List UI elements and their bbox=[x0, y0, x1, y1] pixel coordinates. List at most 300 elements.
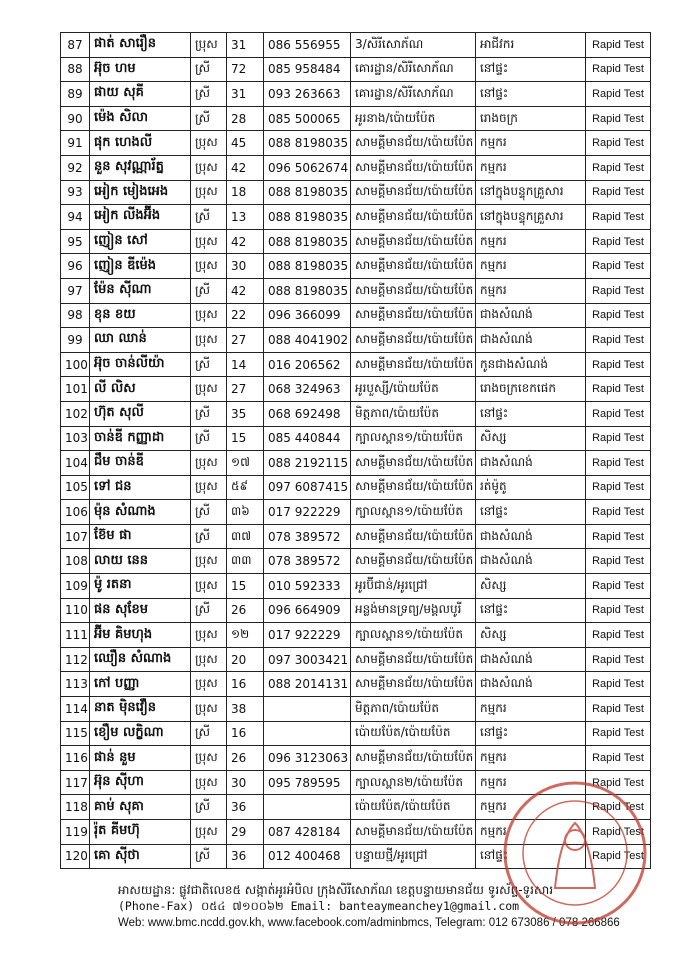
location-cell: សាមគ្គីមានជ័យ/ប៉ោយប៉ែត bbox=[351, 254, 476, 279]
location-cell: អូរបួស្សី/ប៉ោយប៉ែត bbox=[351, 377, 476, 402]
test-cell: Rapid Test bbox=[586, 574, 651, 599]
name-cell: អ៊ីម គិមហុង bbox=[90, 623, 191, 648]
job-cell: កម្មករ bbox=[476, 795, 586, 820]
sex-cell: ប្រុស bbox=[191, 475, 227, 500]
location-cell: សាមគ្គីមានជ័យ/ប៉ោយប៉ែត bbox=[351, 746, 476, 771]
location-cell: សាមគ្គីមានជ័យ/ប៉ោយប៉ែត bbox=[351, 524, 476, 549]
test-cell: Rapid Test bbox=[586, 82, 651, 107]
test-cell: Rapid Test bbox=[586, 328, 651, 353]
age-cell: 15 bbox=[227, 426, 264, 451]
table-row bbox=[61, 303, 651, 328]
test-cell: Rapid Test bbox=[586, 820, 651, 845]
no-cell: 98 bbox=[61, 303, 90, 328]
location-cell: សាមគ្គីមានជ័យ/ប៉ោយប៉ែត bbox=[351, 328, 476, 353]
location-cell: គោរដ្ឋាន/សិរីសោភ័ណ bbox=[351, 57, 476, 82]
location-cell: អន្លង់មានទ្រព្យ/មង្គលបូរី bbox=[351, 598, 476, 623]
sex-cell: ប្រុស bbox=[191, 328, 227, 353]
job-cell: ជាងសំណង់ bbox=[476, 328, 586, 353]
name-cell: ផាយ សុគី bbox=[90, 82, 191, 107]
phone-cell: 095 789595 bbox=[264, 770, 351, 795]
job-cell: នៅផ្ទះ bbox=[476, 844, 586, 869]
location-cell: សាមគ្គីមានជ័យ/ប៉ោយប៉ែត bbox=[351, 278, 476, 303]
location-cell: អូរនាង/ប៉ោយប៉ែត bbox=[351, 106, 476, 131]
location-cell: សាមគ្គីមានជ័យ/ប៉ោយប៉ែត bbox=[351, 451, 476, 476]
job-cell: សិស្ស bbox=[476, 574, 586, 599]
name-cell: ញៀន សៅ bbox=[90, 229, 191, 254]
job-cell: រោងចក្រខេកផេក bbox=[476, 377, 586, 402]
sex-cell: ប្រុស bbox=[191, 180, 227, 205]
phone-cell: 086 556955 bbox=[264, 33, 351, 58]
no-cell: 95 bbox=[61, 229, 90, 254]
no-cell: 92 bbox=[61, 155, 90, 180]
name-cell: ចាន់ឌី កញ្ញាដា bbox=[90, 426, 191, 451]
name-cell: ឈឿន សំណាង bbox=[90, 647, 191, 672]
age-cell: 22 bbox=[227, 303, 264, 328]
sex-cell: ប្រុស bbox=[191, 697, 227, 722]
location-cell: ប៉ោយប៉ែត/ប៉ោយប៉ែត bbox=[351, 721, 476, 746]
table-row bbox=[61, 598, 651, 623]
age-cell: 15 bbox=[227, 574, 264, 599]
age-cell: 16 bbox=[227, 721, 264, 746]
sex-cell: ប្រុស bbox=[191, 820, 227, 845]
sex-cell: ស្រី bbox=[191, 57, 227, 82]
location-cell: សាមគ្គីមានជ័យ/ប៉ោយប៉ែត bbox=[351, 155, 476, 180]
age-cell: 31 bbox=[227, 33, 264, 58]
age-cell: 16 bbox=[227, 672, 264, 697]
name-cell: អៀក លីងអ៊ីង bbox=[90, 205, 191, 230]
test-cell: Rapid Test bbox=[586, 746, 651, 771]
age-cell: 26 bbox=[227, 598, 264, 623]
test-cell: Rapid Test bbox=[586, 647, 651, 672]
location-cell: សាមគ្គីមានជ័យ/ប៉ោយប៉ែត bbox=[351, 647, 476, 672]
phone-cell: 096 3123063 bbox=[264, 746, 351, 771]
age-cell: 42 bbox=[227, 155, 264, 180]
location-cell: ក្បាលស្ពាន១/ប៉ោយប៉ែត bbox=[351, 623, 476, 648]
job-cell: ជាងសំណង់ bbox=[476, 647, 586, 672]
sex-cell: ប្រុស bbox=[191, 770, 227, 795]
sex-cell: ប្រុស bbox=[191, 131, 227, 156]
phone-cell: 088 4041902 bbox=[264, 328, 351, 353]
job-cell: សិស្ស bbox=[476, 623, 586, 648]
job-cell: នៅក្នុងបន្ទុកគ្រួសារ bbox=[476, 180, 586, 205]
test-cell: Rapid Test bbox=[586, 672, 651, 697]
test-cell: Rapid Test bbox=[586, 352, 651, 377]
age-cell: 35 bbox=[227, 401, 264, 426]
sex-cell: ស្រី bbox=[191, 598, 227, 623]
table-row bbox=[61, 697, 651, 722]
test-cell: Rapid Test bbox=[586, 623, 651, 648]
name-cell: ខឿម លក្ខិណា bbox=[90, 721, 191, 746]
job-cell: កម្មករ bbox=[476, 697, 586, 722]
job-cell: ជាងសំណង់ bbox=[476, 672, 586, 697]
age-cell: ៣៦ bbox=[227, 500, 264, 525]
job-cell: ជាងសំណង់ bbox=[476, 524, 586, 549]
location-cell: 3/សិរីសោភ័ណ bbox=[351, 33, 476, 58]
phone-cell: 078 389572 bbox=[264, 549, 351, 574]
job-cell: កូនជាងសំណង់ bbox=[476, 352, 586, 377]
name-cell: អៀក មៀងអេង bbox=[90, 180, 191, 205]
test-cell: Rapid Test bbox=[586, 278, 651, 303]
location-cell: សាមគ្គីមានជ័យ/ប៉ោយប៉ែត bbox=[351, 303, 476, 328]
phone-cell: 085 500065 bbox=[264, 106, 351, 131]
phone-cell: 096 366099 bbox=[264, 303, 351, 328]
test-cell: Rapid Test bbox=[586, 57, 651, 82]
test-cell: Rapid Test bbox=[586, 155, 651, 180]
phone-cell: 093 263663 bbox=[264, 82, 351, 107]
table-row bbox=[61, 57, 651, 82]
no-cell: 90 bbox=[61, 106, 90, 131]
phone-cell: 085 958484 bbox=[264, 57, 351, 82]
job-cell: រោងចក្រ bbox=[476, 106, 586, 131]
job-cell: នៅក្នុងបន្ទុកគ្រួសារ bbox=[476, 205, 586, 230]
no-cell: 108 bbox=[61, 549, 90, 574]
name-cell: កៅ បញ្ញា bbox=[90, 672, 191, 697]
phone-cell: 068 692498 bbox=[264, 401, 351, 426]
no-cell: 120 bbox=[61, 844, 90, 869]
no-cell: 89 bbox=[61, 82, 90, 107]
job-cell: នៅផ្ទះ bbox=[476, 500, 586, 525]
job-cell: កម្មករ bbox=[476, 820, 586, 845]
no-cell: 118 bbox=[61, 795, 90, 820]
job-cell: នៅផ្ទះ bbox=[476, 82, 586, 107]
test-cell: Rapid Test bbox=[586, 844, 651, 869]
table-row bbox=[61, 254, 651, 279]
phone-cell bbox=[264, 721, 351, 746]
table-row bbox=[61, 352, 651, 377]
telegram-text: , Telegram: 012 673086 / 078 266866 bbox=[428, 917, 620, 929]
no-cell: 97 bbox=[61, 278, 90, 303]
phone-cell: 012 400468 bbox=[264, 844, 351, 869]
age-cell: ៥៩ bbox=[227, 475, 264, 500]
no-cell: 106 bbox=[61, 500, 90, 525]
test-cell: Rapid Test bbox=[586, 426, 651, 451]
facebook-text: , www.facebook.com/adminbmcs bbox=[261, 917, 429, 929]
name-cell: លី លិស bbox=[90, 377, 191, 402]
age-cell: 26 bbox=[227, 746, 264, 771]
name-cell: ឈា ឈាន់ bbox=[90, 328, 191, 353]
website-link[interactable]: www.bmc.ncdd.gov.kh bbox=[147, 917, 262, 929]
test-cell: Rapid Test bbox=[586, 377, 651, 402]
table-row bbox=[61, 647, 651, 672]
phone-cell: 087 428184 bbox=[264, 820, 351, 845]
test-cell: Rapid Test bbox=[586, 549, 651, 574]
location-cell: បន្ទាយថ្មី/អូរជ្រៅ bbox=[351, 844, 476, 869]
sex-cell: ស្រី bbox=[191, 106, 227, 131]
test-cell: Rapid Test bbox=[586, 795, 651, 820]
sex-cell: ស្រី bbox=[191, 352, 227, 377]
test-cell: Rapid Test bbox=[586, 770, 651, 795]
sex-cell: ប្រុស bbox=[191, 303, 227, 328]
web-label: Web: bbox=[118, 917, 148, 929]
test-cell: Rapid Test bbox=[586, 303, 651, 328]
location-cell: សាមគ្គីមានជ័យ/ប៉ោយប៉ែត bbox=[351, 352, 476, 377]
job-cell: កម្មករ bbox=[476, 278, 586, 303]
phone-cell: 096 664909 bbox=[264, 598, 351, 623]
age-cell: 28 bbox=[227, 106, 264, 131]
job-cell: កម្មករ bbox=[476, 770, 586, 795]
sex-cell: ប្រុស bbox=[191, 647, 227, 672]
name-cell: ទៅ ជន bbox=[90, 475, 191, 500]
table-row bbox=[61, 155, 651, 180]
name-cell: រ៉ុត គីមហ៊ុ bbox=[90, 820, 191, 845]
age-cell: 13 bbox=[227, 205, 264, 230]
location-cell: ប៉ោយប៉ែត/ប៉ោយប៉ែត bbox=[351, 795, 476, 820]
phone-cell: 088 2192115 bbox=[264, 451, 351, 476]
sex-cell: ប្រុស bbox=[191, 451, 227, 476]
table-row bbox=[61, 205, 651, 230]
test-cell: Rapid Test bbox=[586, 500, 651, 525]
age-cell: 42 bbox=[227, 278, 264, 303]
no-cell: 109 bbox=[61, 574, 90, 599]
sex-cell: ប្រុស bbox=[191, 254, 227, 279]
case-list-table bbox=[60, 32, 651, 869]
no-cell: 112 bbox=[61, 647, 90, 672]
name-cell: អ៊ុន ស៊ីហា bbox=[90, 770, 191, 795]
sex-cell: ស្រី bbox=[191, 205, 227, 230]
phone-cell: 010 592333 bbox=[264, 574, 351, 599]
no-cell: 100 bbox=[61, 352, 90, 377]
job-cell: កម្មករ bbox=[476, 254, 586, 279]
name-cell: លាយ នេន bbox=[90, 549, 191, 574]
age-cell: 30 bbox=[227, 254, 264, 279]
sex-cell: ស្រី bbox=[191, 278, 227, 303]
sex-cell: ប្រុស bbox=[191, 155, 227, 180]
table-row bbox=[61, 131, 651, 156]
table-row bbox=[61, 33, 651, 58]
table-row bbox=[61, 377, 651, 402]
location-cell: សាមគ្គីមានជ័យ/ប៉ោយប៉ែត bbox=[351, 205, 476, 230]
no-cell: 119 bbox=[61, 820, 90, 845]
table-row bbox=[61, 82, 651, 107]
name-cell: ផាន់ នួម bbox=[90, 746, 191, 771]
sex-cell: ប្រុស bbox=[191, 623, 227, 648]
email-link[interactable]: banteaymeanchey1@gmail.com bbox=[339, 899, 520, 913]
phone-cell bbox=[264, 795, 351, 820]
sex-cell: ស្រី bbox=[191, 721, 227, 746]
location-cell: ក្បាលស្ពាន២/ប៉ោយប៉ែត bbox=[351, 770, 476, 795]
name-cell: អ៊ុច ហម bbox=[90, 57, 191, 82]
job-cell: កម្មករ bbox=[476, 746, 586, 771]
footer-phone: (Phone-Fax) ០៥៤ ៧១០០៦២ Email: bbox=[118, 899, 340, 913]
location-cell: ក្បាលស្ពាន១/ប៉ោយប៉ែត bbox=[351, 500, 476, 525]
no-cell: 91 bbox=[61, 131, 90, 156]
phone-cell: 016 206562 bbox=[264, 352, 351, 377]
name-cell: ខ៊ែម ផា bbox=[90, 524, 191, 549]
job-cell: ជាងសំណង់ bbox=[476, 549, 586, 574]
age-cell: 42 bbox=[227, 229, 264, 254]
test-cell: Rapid Test bbox=[586, 475, 651, 500]
table-row bbox=[61, 721, 651, 746]
sex-cell: ស្រី bbox=[191, 426, 227, 451]
job-cell: កម្មករ bbox=[476, 155, 586, 180]
phone-cell: 088 8198035 bbox=[264, 180, 351, 205]
phone-cell: 068 324963 bbox=[264, 377, 351, 402]
sex-cell: ប្រុស bbox=[191, 746, 227, 771]
phone-cell: 096 5062674 bbox=[264, 155, 351, 180]
age-cell: 45 bbox=[227, 131, 264, 156]
test-cell: Rapid Test bbox=[586, 451, 651, 476]
job-cell: ជាងសំណង់ bbox=[476, 451, 586, 476]
table-row bbox=[61, 623, 651, 648]
age-cell: 31 bbox=[227, 82, 264, 107]
job-cell: នៅផ្ទះ bbox=[476, 57, 586, 82]
name-cell: គោ ស៊ីថា bbox=[90, 844, 191, 869]
no-cell: 115 bbox=[61, 721, 90, 746]
footer-phone-email bbox=[118, 899, 519, 916]
name-cell: ជឹម ចាន់ឌី bbox=[90, 451, 191, 476]
table-row bbox=[61, 229, 651, 254]
name-cell: គាម់ សុគា bbox=[90, 795, 191, 820]
no-cell: 96 bbox=[61, 254, 90, 279]
sex-cell: ស្រី bbox=[191, 401, 227, 426]
age-cell: 36 bbox=[227, 795, 264, 820]
phone-cell: 097 6087415 bbox=[264, 475, 351, 500]
name-cell: ញៀន ឌីម៉េង bbox=[90, 254, 191, 279]
phone-cell: 088 8198035 bbox=[264, 131, 351, 156]
name-cell: ផុក ហេងលី bbox=[90, 131, 191, 156]
test-cell: Rapid Test bbox=[586, 401, 651, 426]
sex-cell: ស្រី bbox=[191, 82, 227, 107]
table-row bbox=[61, 106, 651, 131]
no-cell: 105 bbox=[61, 475, 90, 500]
location-cell: សាមគ្គីមានជ័យ/ប៉ោយប៉ែត bbox=[351, 131, 476, 156]
age-cell: 27 bbox=[227, 328, 264, 353]
test-cell: Rapid Test bbox=[586, 180, 651, 205]
name-cell: អ៊ុច ចាន់លីយ៉ា bbox=[90, 352, 191, 377]
sex-cell: ប្រុស bbox=[191, 33, 227, 58]
sex-cell: ប្រុស bbox=[191, 229, 227, 254]
age-cell: 29 bbox=[227, 820, 264, 845]
age-cell: ៣៧ bbox=[227, 524, 264, 549]
name-cell: ម៉ែន ស៊ីណា bbox=[90, 278, 191, 303]
sex-cell: ប្រុស bbox=[191, 672, 227, 697]
location-cell: គោរដ្ឋាន/សិរីសោភ័ណ bbox=[351, 82, 476, 107]
no-cell: 113 bbox=[61, 672, 90, 697]
phone-cell: 088 8198035 bbox=[264, 229, 351, 254]
job-cell: រត់ម៉ូតូ bbox=[476, 475, 586, 500]
location-cell: សាមគ្គីមានជ័យ/ប៉ោយប៉ែត bbox=[351, 672, 476, 697]
name-cell: ហ៊ុត សុលី bbox=[90, 401, 191, 426]
job-cell: សិស្ស bbox=[476, 426, 586, 451]
phone-cell: 088 8198035 bbox=[264, 205, 351, 230]
no-cell: 116 bbox=[61, 746, 90, 771]
job-cell: កម្មករ bbox=[476, 131, 586, 156]
location-cell: សាមគ្គីមានជ័យ/ប៉ោយប៉ែត bbox=[351, 180, 476, 205]
table-row bbox=[61, 500, 651, 525]
no-cell: 101 bbox=[61, 377, 90, 402]
sex-cell: ប្រុស bbox=[191, 377, 227, 402]
table-row bbox=[61, 328, 651, 353]
job-cell: នៅផ្ទះ bbox=[476, 401, 586, 426]
test-cell: Rapid Test bbox=[586, 106, 651, 131]
sex-cell: ប្រុស bbox=[191, 574, 227, 599]
sex-cell: ស្រី bbox=[191, 500, 227, 525]
job-cell: នៅផ្ទះ bbox=[476, 598, 586, 623]
location-cell: អូរប៊ីជាន់/អូរជ្រៅ bbox=[351, 574, 476, 599]
phone-cell: 088 8198035 bbox=[264, 254, 351, 279]
location-cell: សាមគ្គីមានជ័យ/ប៉ោយប៉ែត bbox=[351, 475, 476, 500]
test-cell: Rapid Test bbox=[586, 721, 651, 746]
age-cell: ៣៣ bbox=[227, 549, 264, 574]
job-cell: អាជីវករ bbox=[476, 33, 586, 58]
age-cell: 27 bbox=[227, 377, 264, 402]
age-cell: 38 bbox=[227, 697, 264, 722]
age-cell: ១២ bbox=[227, 623, 264, 648]
sex-cell: ស្រី bbox=[191, 795, 227, 820]
name-cell: ម៉ុន សំណាង bbox=[90, 500, 191, 525]
no-cell: 88 bbox=[61, 57, 90, 82]
test-cell: Rapid Test bbox=[586, 254, 651, 279]
location-cell: សាមគ្គីមានជ័យ/ប៉ោយប៉ែត bbox=[351, 549, 476, 574]
no-cell: 87 bbox=[61, 33, 90, 58]
name-cell: ម៉ូ រតនា bbox=[90, 574, 191, 599]
test-cell: Rapid Test bbox=[586, 205, 651, 230]
name-cell: ផាត់ សារឿន bbox=[90, 33, 191, 58]
test-cell: Rapid Test bbox=[586, 33, 651, 58]
phone-cell: 078 389572 bbox=[264, 524, 351, 549]
name-cell: ផន សុខែម bbox=[90, 598, 191, 623]
job-cell: កម្មករ bbox=[476, 229, 586, 254]
name-cell: នួន សុវណ្ណារ័ត្ន bbox=[90, 155, 191, 180]
table-row bbox=[61, 426, 651, 451]
age-cell: 72 bbox=[227, 57, 264, 82]
no-cell: 110 bbox=[61, 598, 90, 623]
location-cell: សាមគ្គីមានជ័យ/ប៉ោយប៉ែត bbox=[351, 820, 476, 845]
location-cell: មិត្តភាព/ប៉ោយប៉ែត bbox=[351, 401, 476, 426]
no-cell: 94 bbox=[61, 205, 90, 230]
no-cell: 107 bbox=[61, 524, 90, 549]
table-row bbox=[61, 475, 651, 500]
table-row bbox=[61, 278, 651, 303]
table-row bbox=[61, 524, 651, 549]
name-cell: ខុន ខយ bbox=[90, 303, 191, 328]
age-cell: 14 bbox=[227, 352, 264, 377]
age-cell: 18 bbox=[227, 180, 264, 205]
test-cell: Rapid Test bbox=[586, 697, 651, 722]
location-cell: សាមគ្គីមានជ័យ/ប៉ោយប៉ែត bbox=[351, 229, 476, 254]
no-cell: 103 bbox=[61, 426, 90, 451]
no-cell: 99 bbox=[61, 328, 90, 353]
sex-cell: ស្រី bbox=[191, 844, 227, 869]
official-seal-stamp bbox=[500, 778, 650, 928]
age-cell: 20 bbox=[227, 647, 264, 672]
table-row bbox=[61, 549, 651, 574]
job-cell: ជាងសំណង់ bbox=[476, 303, 586, 328]
test-cell: Rapid Test bbox=[586, 229, 651, 254]
no-cell: 117 bbox=[61, 770, 90, 795]
job-cell: នៅផ្ទះ bbox=[476, 721, 586, 746]
phone-cell: 085 440844 bbox=[264, 426, 351, 451]
phone-cell: 088 2014131 bbox=[264, 672, 351, 697]
name-cell: នាត ម៉ិនវឿន bbox=[90, 697, 191, 722]
phone-cell bbox=[264, 697, 351, 722]
phone-cell: 017 922229 bbox=[264, 500, 351, 525]
test-cell: Rapid Test bbox=[586, 598, 651, 623]
phone-cell: 088 8198035 bbox=[264, 278, 351, 303]
table-body bbox=[61, 33, 651, 869]
age-cell: 36 bbox=[227, 844, 264, 869]
test-cell: Rapid Test bbox=[586, 524, 651, 549]
footer-address: អាសយដ្ឋាន: ផ្លូវជាតិលេខ៥ សង្កាត់អូរអំបិល ក្រុងសិរីសោភ័ណ ខេត្តបន្ទាយមានជ័យ ទូរស័ព្ទ-ទូរសារ bbox=[118, 883, 554, 897]
no-cell: 114 bbox=[61, 697, 90, 722]
location-cell: មិត្តភាព/ប៉ោយប៉ែត bbox=[351, 697, 476, 722]
table-row bbox=[61, 180, 651, 205]
location-cell: ក្បាលស្ពាន១/ប៉ោយប៉ែត bbox=[351, 426, 476, 451]
test-cell: Rapid Test bbox=[586, 131, 651, 156]
no-cell: 102 bbox=[61, 401, 90, 426]
table-row bbox=[61, 672, 651, 697]
no-cell: 93 bbox=[61, 180, 90, 205]
